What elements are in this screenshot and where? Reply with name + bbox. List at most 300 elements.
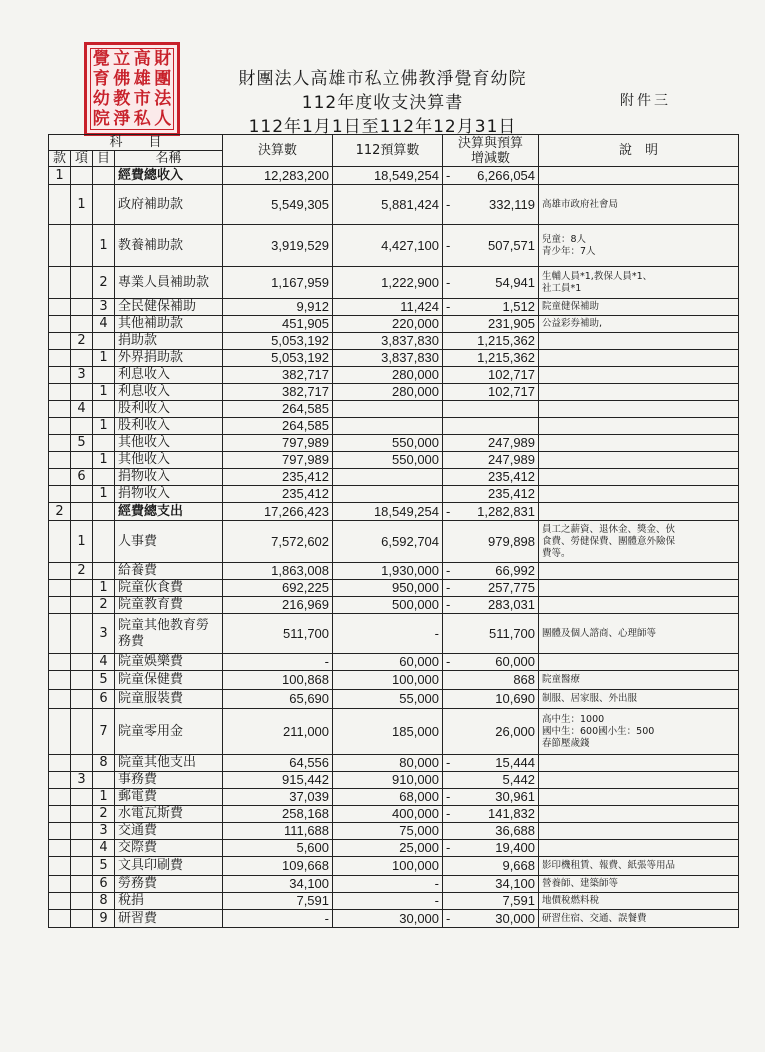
cell-xiang <box>71 299 93 316</box>
cell-actual: 451,905 <box>223 316 333 333</box>
diff-sign: - <box>446 503 451 519</box>
cell-remark <box>539 384 739 401</box>
cell-actual: 216,969 <box>223 597 333 614</box>
table-row <box>49 452 739 469</box>
diff-sign: - <box>446 196 451 212</box>
cell-xiang <box>71 503 93 521</box>
organization-name: 財團法人高雄市私立佛教淨覺育幼院 <box>238 69 527 89</box>
diff-value: 1,215,362 <box>477 350 536 365</box>
cell-name: 其他補助款 <box>115 316 223 333</box>
cell-actual: 235,412 <box>223 469 333 486</box>
cell-actual: 264,585 <box>223 401 333 418</box>
cell-budget: 3,837,830 <box>333 350 443 367</box>
table-row <box>49 333 739 350</box>
seal-char: 人 <box>154 109 172 129</box>
cell-name: 院童教育費 <box>115 597 223 614</box>
cell-actual: 1,167,959 <box>223 267 333 299</box>
cell-mu: 1 <box>93 580 115 597</box>
cell-diff <box>443 690 539 709</box>
cell-name: 利息收入 <box>115 367 223 384</box>
cell-name: 事務費 <box>115 772 223 789</box>
diff-value: 235,412 <box>488 486 536 501</box>
cell-xiang <box>71 709 93 755</box>
seal-char: 育 <box>92 69 110 89</box>
cell-actual: 264,585 <box>223 418 333 435</box>
diff-sign: - <box>446 806 451 821</box>
table-row <box>49 876 739 893</box>
diff-sign: - <box>446 274 451 290</box>
cell-name: 院童伙食費 <box>115 580 223 597</box>
cell-actual: 64,556 <box>223 755 333 772</box>
cell-xiang: 5 <box>71 435 93 452</box>
diff-sign: - <box>446 910 451 926</box>
cell-name: 院童其他支出 <box>115 755 223 772</box>
seal-char: 團 <box>154 69 172 89</box>
cell-mu: 1 <box>93 384 115 401</box>
cell-actual: 37,039 <box>223 789 333 806</box>
cell-kuan <box>49 267 71 299</box>
cell-actual: 17,266,423 <box>223 503 333 521</box>
cell-remark <box>539 823 739 840</box>
cell-name: 稅捐 <box>115 893 223 910</box>
cell-name: 捐物收入 <box>115 486 223 503</box>
cell-name: 外界捐助款 <box>115 350 223 367</box>
cell-diff <box>443 418 539 435</box>
cell-diff <box>443 486 539 503</box>
cell-budget: 68,000 <box>333 789 443 806</box>
cell-kuan <box>49 709 71 755</box>
cell-xiang <box>71 876 93 893</box>
seal-char: 雄 <box>133 69 151 89</box>
cell-xiang <box>71 580 93 597</box>
cell-budget: 30,000 <box>333 910 443 928</box>
cell-mu: 1 <box>93 350 115 367</box>
table-row <box>49 167 739 185</box>
diff-sign: - <box>446 299 451 314</box>
cell-budget: 3,837,830 <box>333 333 443 350</box>
cell-kuan <box>49 755 71 772</box>
cell-mu: 7 <box>93 709 115 755</box>
diff-value: 10,690 <box>495 691 536 706</box>
cell-mu: 4 <box>93 654 115 671</box>
seal-char: 高 <box>133 49 151 69</box>
cell-remark: 團體及個人諮商、心理師等 <box>539 614 739 654</box>
annex-label: 附件三 <box>620 93 671 109</box>
header-xiang: 項 <box>71 151 93 167</box>
cell-mu: 1 <box>93 789 115 806</box>
diff-value: 34,100 <box>495 876 536 891</box>
cell-budget: 280,000 <box>333 384 443 401</box>
diff-value: 66,992 <box>495 563 536 578</box>
cell-mu <box>93 435 115 452</box>
cell-actual: 109,668 <box>223 857 333 876</box>
cell-budget: 11,424 <box>333 299 443 316</box>
diff-sign: - <box>446 755 451 770</box>
cell-budget: - <box>333 614 443 654</box>
table-row <box>49 521 739 563</box>
cell-actual: 1,863,008 <box>223 563 333 580</box>
cell-xiang <box>71 840 93 857</box>
cell-name: 交際費 <box>115 840 223 857</box>
cell-actual: 692,225 <box>223 580 333 597</box>
cell-remark: 生輔人員*1,教保人員*1、 社工員*1 <box>539 267 739 299</box>
cell-actual: 65,690 <box>223 690 333 709</box>
cell-xiang: 3 <box>71 772 93 789</box>
table-row <box>49 316 739 333</box>
cell-remark <box>539 167 739 185</box>
cell-xiang <box>71 167 93 185</box>
cell-budget <box>333 469 443 486</box>
table-row <box>49 486 739 503</box>
diff-value: 235,412 <box>488 469 536 484</box>
cell-xiang <box>71 486 93 503</box>
cell-mu: 3 <box>93 823 115 840</box>
cell-mu: 4 <box>93 316 115 333</box>
diff-sign: - <box>446 840 451 855</box>
cell-mu: 1 <box>93 418 115 435</box>
cell-budget: 80,000 <box>333 755 443 772</box>
diff-sign: - <box>446 597 451 612</box>
cell-kuan <box>49 384 71 401</box>
diff-value: 7,591 <box>502 893 536 908</box>
cell-name: 人事費 <box>115 521 223 563</box>
diff-sign: - <box>446 654 451 669</box>
diff-sign: - <box>446 580 451 595</box>
cell-budget: 185,000 <box>333 709 443 755</box>
cell-budget: 6,592,704 <box>333 521 443 563</box>
cell-mu: 2 <box>93 806 115 823</box>
cell-budget: 4,427,100 <box>333 225 443 267</box>
seal-char: 立 <box>113 49 131 69</box>
diff-value: 868 <box>513 672 536 687</box>
cell-name: 院童娛樂費 <box>115 654 223 671</box>
table-row <box>49 840 739 857</box>
cell-actual: 5,053,192 <box>223 350 333 367</box>
cell-diff <box>443 597 539 614</box>
header-remark: 說 明 <box>539 135 739 167</box>
cell-diff <box>443 401 539 418</box>
cell-diff <box>443 469 539 486</box>
cell-name: 水電瓦斯費 <box>115 806 223 823</box>
seal-char: 院 <box>92 109 110 129</box>
table-row <box>49 185 739 225</box>
cell-mu: 8 <box>93 755 115 772</box>
cell-budget: 1,222,900 <box>333 267 443 299</box>
cell-kuan <box>49 671 71 690</box>
cell-budget: - <box>333 876 443 893</box>
cell-diff <box>443 671 539 690</box>
diff-sign: - <box>446 237 451 253</box>
cell-kuan <box>49 597 71 614</box>
cell-mu: 9 <box>93 910 115 928</box>
diff-value: 1,215,362 <box>477 333 536 348</box>
cell-mu <box>93 772 115 789</box>
diff-value: 247,989 <box>488 435 536 450</box>
cell-kuan <box>49 690 71 709</box>
cell-actual: 5,549,305 <box>223 185 333 225</box>
cell-kuan <box>49 185 71 225</box>
cell-actual: 3,919,529 <box>223 225 333 267</box>
diff-value: 507,571 <box>488 237 536 253</box>
cell-mu <box>93 469 115 486</box>
cell-budget: 950,000 <box>333 580 443 597</box>
cell-diff <box>443 893 539 910</box>
table-row <box>49 910 739 928</box>
cell-xiang <box>71 806 93 823</box>
cell-remark: 地價稅燃料稅 <box>539 893 739 910</box>
cell-xiang <box>71 267 93 299</box>
cell-name: 郵電費 <box>115 789 223 806</box>
cell-mu <box>93 521 115 563</box>
cell-xiang <box>71 654 93 671</box>
cell-actual: 211,000 <box>223 709 333 755</box>
cell-diff <box>443 225 539 267</box>
diff-value: 102,717 <box>488 384 536 399</box>
cell-budget: 550,000 <box>333 435 443 452</box>
table-row <box>49 503 739 521</box>
header-actual: 決算數 <box>223 135 333 167</box>
cell-kuan <box>49 469 71 486</box>
cell-xiang <box>71 316 93 333</box>
cell-budget: 60,000 <box>333 654 443 671</box>
diff-value: 9,668 <box>502 858 536 873</box>
cell-diff <box>443 910 539 928</box>
table-row <box>49 755 739 772</box>
cell-budget <box>333 401 443 418</box>
cell-name: 文具印刷費 <box>115 857 223 876</box>
cell-remark: 員工之薪資、退休金、獎金、伙 食費、勞健保費、團體意外險保 費等。 <box>539 521 739 563</box>
cell-remark <box>539 418 739 435</box>
table-row <box>49 823 739 840</box>
cell-remark: 影印機租賃、報費、紙張等用品 <box>539 857 739 876</box>
cell-remark <box>539 789 739 806</box>
cell-name: 全民健保補助 <box>115 299 223 316</box>
table-row <box>49 469 739 486</box>
table-row <box>49 350 739 367</box>
cell-remark <box>539 435 739 452</box>
cell-remark: 院童健保補助 <box>539 299 739 316</box>
cell-actual: - <box>223 654 333 671</box>
cell-xiang <box>71 384 93 401</box>
cell-diff <box>443 185 539 225</box>
seal-char: 淨 <box>113 109 131 129</box>
cell-kuan <box>49 857 71 876</box>
diff-value: 26,000 <box>495 723 536 739</box>
diff-value: 54,941 <box>495 274 536 290</box>
table-row <box>49 806 739 823</box>
cell-kuan <box>49 823 71 840</box>
cell-name: 給養費 <box>115 563 223 580</box>
cell-mu: 5 <box>93 671 115 690</box>
diff-sign: - <box>446 167 451 183</box>
cell-kuan <box>49 614 71 654</box>
cell-diff <box>443 435 539 452</box>
cell-budget: 500,000 <box>333 597 443 614</box>
table-row <box>49 690 739 709</box>
cell-diff <box>443 503 539 521</box>
table-row <box>49 563 739 580</box>
header-budget: 112預算數 <box>333 135 443 167</box>
cell-diff <box>443 316 539 333</box>
cell-xiang <box>71 823 93 840</box>
table-row <box>49 654 739 671</box>
cell-actual: 5,600 <box>223 840 333 857</box>
cell-actual: 12,283,200 <box>223 167 333 185</box>
table-row <box>49 772 739 789</box>
cell-budget: 550,000 <box>333 452 443 469</box>
table-row <box>49 671 739 690</box>
cell-actual: 797,989 <box>223 452 333 469</box>
cell-actual: 9,912 <box>223 299 333 316</box>
cell-kuan <box>49 401 71 418</box>
cell-name: 經費總收入 <box>115 167 223 185</box>
diff-value: 15,444 <box>495 755 536 770</box>
cell-remark <box>539 755 739 772</box>
cell-remark: 兒童：8人 青少年：7人 <box>539 225 739 267</box>
cell-actual: 5,053,192 <box>223 333 333 350</box>
cell-remark: 高雄市政府社會局 <box>539 185 739 225</box>
cell-kuan <box>49 316 71 333</box>
seal-char: 教 <box>113 89 131 109</box>
cell-diff <box>443 333 539 350</box>
cell-mu: 6 <box>93 876 115 893</box>
cell-xiang <box>71 893 93 910</box>
cell-diff <box>443 563 539 580</box>
cell-diff <box>443 857 539 876</box>
cell-xiang <box>71 225 93 267</box>
cell-remark <box>539 563 739 580</box>
table-row <box>49 367 739 384</box>
cell-diff <box>443 823 539 840</box>
cell-remark: 制服、居家服、外出服 <box>539 690 739 709</box>
cell-kuan <box>49 299 71 316</box>
header-diff-line2: 增減數 <box>471 150 511 166</box>
diff-value: 36,688 <box>495 823 536 838</box>
cell-budget: 280,000 <box>333 367 443 384</box>
cell-diff <box>443 267 539 299</box>
cell-diff <box>443 384 539 401</box>
cell-actual: 915,442 <box>223 772 333 789</box>
cell-remark <box>539 333 739 350</box>
table-row <box>49 893 739 910</box>
cell-mu: 1 <box>93 452 115 469</box>
cell-diff <box>443 806 539 823</box>
cell-mu <box>93 167 115 185</box>
seal-char: 幼 <box>92 89 110 109</box>
diff-value: 141,832 <box>488 806 536 821</box>
cell-actual: 382,717 <box>223 384 333 401</box>
cell-remark <box>539 580 739 597</box>
cell-name: 勞務費 <box>115 876 223 893</box>
cell-mu <box>93 563 115 580</box>
document-title: 112年度收支決算書 <box>301 93 464 113</box>
table-row <box>49 597 739 614</box>
diff-value: 247,989 <box>488 452 536 467</box>
cell-kuan: 2 <box>49 503 71 521</box>
seal-char: 財 <box>154 49 172 69</box>
cell-kuan <box>49 367 71 384</box>
cell-kuan <box>49 654 71 671</box>
cell-diff <box>443 876 539 893</box>
cell-name: 股利收入 <box>115 418 223 435</box>
cell-kuan <box>49 580 71 597</box>
cell-actual: 7,591 <box>223 893 333 910</box>
cell-diff <box>443 367 539 384</box>
cell-name: 捐助款 <box>115 333 223 350</box>
cell-diff <box>443 840 539 857</box>
cell-kuan: 1 <box>49 167 71 185</box>
cell-xiang <box>71 910 93 928</box>
cell-remark <box>539 772 739 789</box>
header-diff-line1: 決算與預算 <box>458 135 524 151</box>
cell-remark <box>539 469 739 486</box>
cell-budget: 55,000 <box>333 690 443 709</box>
cell-remark <box>539 486 739 503</box>
cell-kuan <box>49 840 71 857</box>
cell-xiang <box>71 597 93 614</box>
cell-diff <box>443 755 539 772</box>
cell-actual: 7,572,602 <box>223 521 333 563</box>
cell-remark <box>539 840 739 857</box>
cell-remark <box>539 350 739 367</box>
cell-name: 其他收入 <box>115 452 223 469</box>
cell-diff <box>443 167 539 185</box>
header-subject: 科 目 <box>49 135 223 151</box>
cell-name: 研習費 <box>115 910 223 928</box>
diff-value: 1,282,831 <box>477 503 536 519</box>
header-mu: 目 <box>93 151 115 167</box>
cell-remark <box>539 452 739 469</box>
cell-mu <box>93 333 115 350</box>
cell-xiang <box>71 614 93 654</box>
cell-remark <box>539 367 739 384</box>
cell-name: 專業人員補助款 <box>115 267 223 299</box>
header-name: 名稱 <box>115 151 223 167</box>
header-kuan: 款 <box>49 151 71 167</box>
cell-budget: 25,000 <box>333 840 443 857</box>
cell-kuan <box>49 333 71 350</box>
cell-budget: 18,549,254 <box>333 167 443 185</box>
cell-kuan <box>49 350 71 367</box>
cell-mu: 5 <box>93 857 115 876</box>
cell-budget: 220,000 <box>333 316 443 333</box>
period-line: 112年1月1日至112年12月31日 <box>248 117 517 137</box>
seal-char: 市 <box>133 89 151 109</box>
cell-name: 院童服裝費 <box>115 690 223 709</box>
cell-remark <box>539 654 739 671</box>
diff-value: 19,400 <box>495 840 536 855</box>
cell-actual: 511,700 <box>223 614 333 654</box>
cell-mu: 2 <box>93 267 115 299</box>
cell-diff <box>443 709 539 755</box>
cell-mu <box>93 367 115 384</box>
cell-budget: 400,000 <box>333 806 443 823</box>
diff-value: 30,000 <box>495 910 536 926</box>
cell-mu: 4 <box>93 840 115 857</box>
cell-budget <box>333 418 443 435</box>
cell-name: 院童保健費 <box>115 671 223 690</box>
cell-budget: 910,000 <box>333 772 443 789</box>
cell-actual: 235,412 <box>223 486 333 503</box>
cell-budget: 75,000 <box>333 823 443 840</box>
cell-xiang: 6 <box>71 469 93 486</box>
cell-name: 教養補助款 <box>115 225 223 267</box>
cell-mu: 2 <box>93 597 115 614</box>
cell-mu: 3 <box>93 614 115 654</box>
table-row <box>49 267 739 299</box>
cell-kuan <box>49 435 71 452</box>
cell-xiang <box>71 350 93 367</box>
